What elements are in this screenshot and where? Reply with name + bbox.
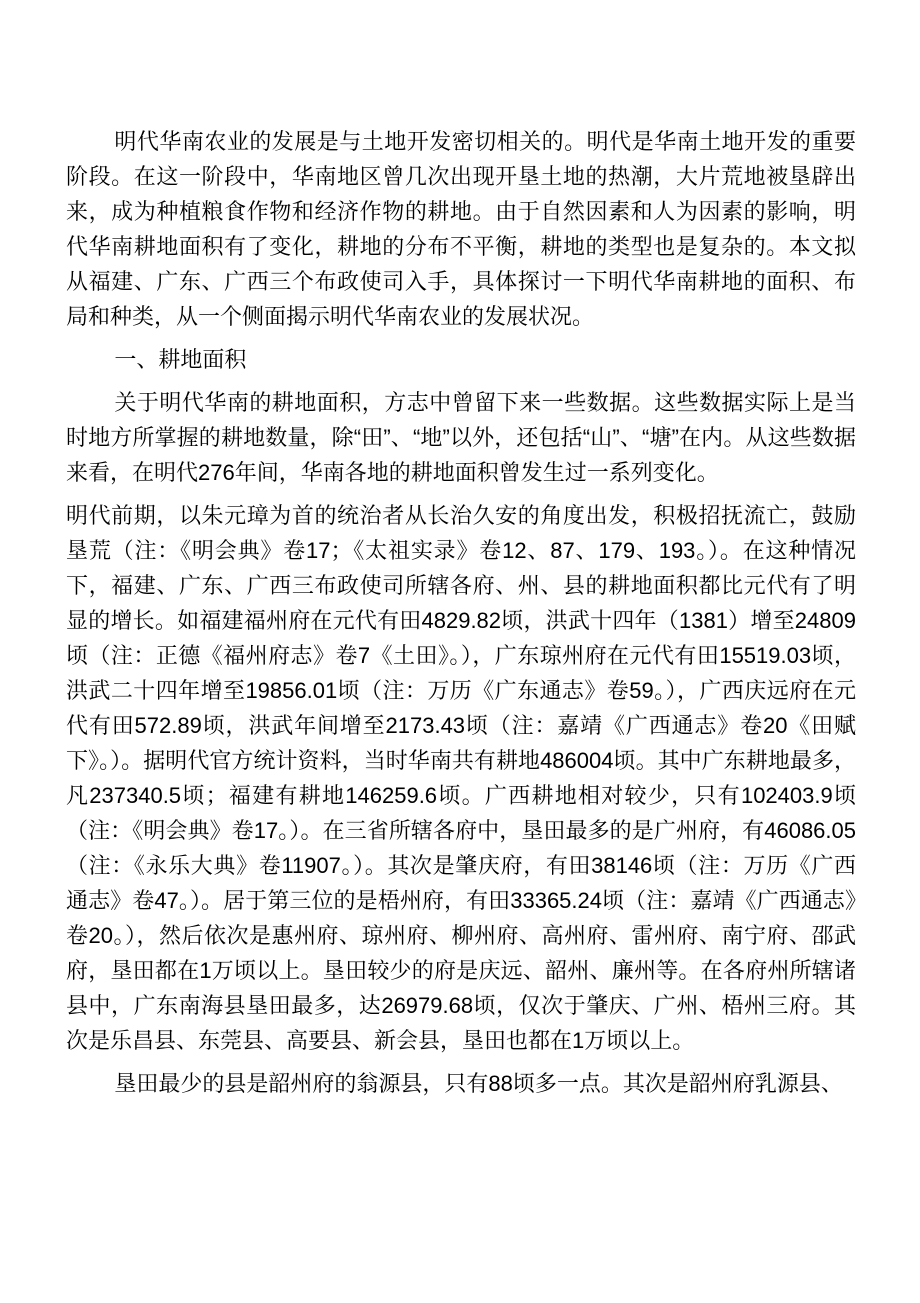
paragraph: 垦田最少的县是韶州府的翁源县，只有88顷多一点。其次是韶州府乳源县、 (114, 1071, 843, 1096)
section-heading: 一、耕地面积 (114, 347, 247, 372)
paragraph: 明代前期，以朱元璋为首的统治者从长治久安的角度出发，积极招抚流亡，鼓励垦荒（注：《明会典》卷17；《太祖实录》卷12、87、179、193。）。在这种情况下，福建、广东、广西三布政使司所辖各府、州、县的耕地面积都比元代有了明显的增长。如福建福州府在元代有田4829.82顷，洪武十四年（1381）增至24809顷（注：正德《福州府志》卷7《土田》。），广东琼州府在元代有田15519.03顷，洪武二十四年增至19856.01顷（注：万历《广东通志》卷59。），广西庆远府在元代有田572.89顷，洪武年间增至2173.43顷（注：嘉靖《广西通志》卷20《田赋下》。）。据明代官方统计资料，当时华南共有耕地486004顷。其中广东耕地最多，凡237340.5顷；福建有耕地146259.6顷。广西耕地相对较少，只有102403.9顷（注：《明会典》卷17。）。在三省所辖各府中，垦田最多的是广州府，有46086.05（注：《永乐大典》卷11907。）。其次是肇庆府，有田38146顷（注：万历《广西通志》卷47。）。居于第三位的是梧州府，有田33365.24顷（注：嘉靖《广西通志》卷20。），然后依次是惠州府、琼州府、柳州府、高州府、雷州府、南宁府、邵武府，垦田都在1万顷以上。垦田较少的府是庆远、韶州、廉州等。在各府州所辖诸县中，广东南海县垦田最多，达26979.68顷，仅次于肇庆、广州、梧州三府。其次是乐昌县、东莞县、高要县、新会县，垦田也都在1万顷以上。 (66, 503, 856, 1053)
document-body (66, 124, 856, 1109)
paragraph: 关于明代华南的耕地面积，方志中曾留下来一些数据。这些数据实际上是当时地方所掌握的耕地数量，除“田”、“地”以外，还包括“山”、“塘”在内。从这些数据来看，在明代276年间，华南各地的耕地面积曾发生过一系列变化。 (66, 390, 856, 485)
paragraph: 明代华南农业的发展是与土地开发密切相关的。明代是华南土地开发的重要阶段。在这一阶段中，华南地区曾几次出现开垦土地的热潮，大片荒地被垦辟出来，成为种植粮食作物和经济作物的耕地。由于自然因素和人为因素的影响，明代华南耕地面积有了变化，耕地的分布不平衡，耕地的类型也是复杂的。本文拟从福建、广东、广西三个布政使司入手，具体探讨一下明代华南耕地的面积、布局和种类，从一个侧面揭示明代华南农业的发展状况。 (66, 129, 856, 329)
